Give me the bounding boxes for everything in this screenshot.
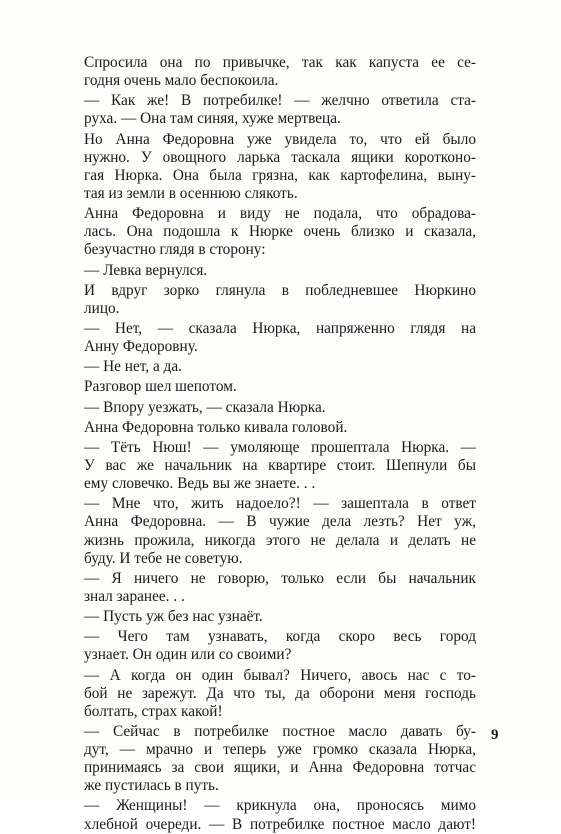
text-line: буду. И тебе не советую.: [84, 549, 243, 567]
text-line: знал заранее. . .: [84, 587, 185, 605]
text-line: Спросила она по привычке, так как капуста ее се-: [84, 54, 476, 71]
text-line: Анна Федоровна и виду не подала, что обрадова-: [84, 205, 476, 223]
text-line: — Впору уезжать, — сказала Нюрка.: [84, 398, 326, 416]
text-line: — Чего там узнавать, когда скоро весь город: [84, 628, 476, 646]
text-line: нужно. У овощного ларька таскала ящики коротконо-: [84, 148, 476, 166]
text-line: жизнь прожила, никогда этого не делала и делать не: [84, 531, 476, 549]
text-line: — Женщины! — крикнула она, проносясь мимо: [84, 797, 476, 815]
text-line: годня очень мало беспокоила.: [84, 72, 279, 90]
text-line: безучастно глядя в сторону:: [84, 241, 266, 259]
text-line: Анна Федоровна только кивала головой.: [84, 418, 348, 436]
text-line: же пустилась в путь.: [84, 777, 219, 795]
text-line: — Мне что, жить надоело?! — зашептала в ответ: [84, 495, 476, 513]
text-line: Разговор шел шепотом.: [84, 378, 237, 396]
text-line: дут, — мрачно и теперь уже громко сказала Нюрка,: [84, 741, 476, 759]
text-line: — Тёть Нюш! — умоляюще прошептала Нюрка. —: [84, 438, 476, 456]
text-line: бой не зарежут. Да что ты, да оборони меня господь: [84, 684, 476, 702]
text-line: Анну Федоровну.: [84, 338, 198, 356]
text-line: руха. — Она там синяя, хуже мертвеца.: [84, 110, 341, 128]
text-line: болтать, страх какой!: [84, 702, 223, 720]
text-line: хлебной очереди. — В потребилке постное масло дают!: [84, 815, 476, 833]
text-line: И вдруг зорко глянула в побледневшее Нюркино: [84, 281, 476, 299]
text-line: Но Анна Федоровна уже увидела то, что ей было: [84, 130, 476, 148]
text-line: — Я ничего не говорю, только если бы начальник: [84, 569, 476, 587]
text-line: — Не нет, а да.: [84, 358, 182, 376]
text-line: гая Нюрка. Она была грязна, как картофелина, выну-: [84, 166, 476, 184]
text-line: У вас же начальник на квартире стоит. Шепнули бы: [84, 456, 476, 474]
text-line: — Сейчас в потребилке постное масло давать бу-: [84, 722, 476, 740]
text-line: — Пусть уж без нас узнаёт.: [84, 608, 263, 626]
page-number: 9: [491, 727, 499, 743]
text-line: — Левка вернулся.: [84, 261, 208, 279]
text-line: — Как же! В потребилке! — желчно ответила ста-: [84, 92, 476, 110]
text-line: Анна Федоровна. — В чужие дела лезть? Нет уж,: [84, 513, 476, 531]
text-line: узнает. Он один или со своими?: [84, 646, 292, 664]
text-line: — А когда он один бывал? Ничего, авось нас с то-: [84, 666, 476, 684]
text-line: лась. Она подошла к Нюрке очень близко и сказала,: [84, 223, 476, 241]
text-line: ему словечко. Ведь вы же знаете. . .: [84, 475, 316, 493]
text-line: тая из земли в осеннюю слякоть.: [84, 184, 298, 202]
text-line: — Нет, — сказала Нюрка, напряженно глядя на: [84, 319, 476, 337]
body-text: [84, 54, 476, 834]
text-line: принимаясь за свои ящики, и Анна Федоровна тотчас: [84, 759, 476, 777]
text-line: лицо.: [84, 299, 120, 317]
